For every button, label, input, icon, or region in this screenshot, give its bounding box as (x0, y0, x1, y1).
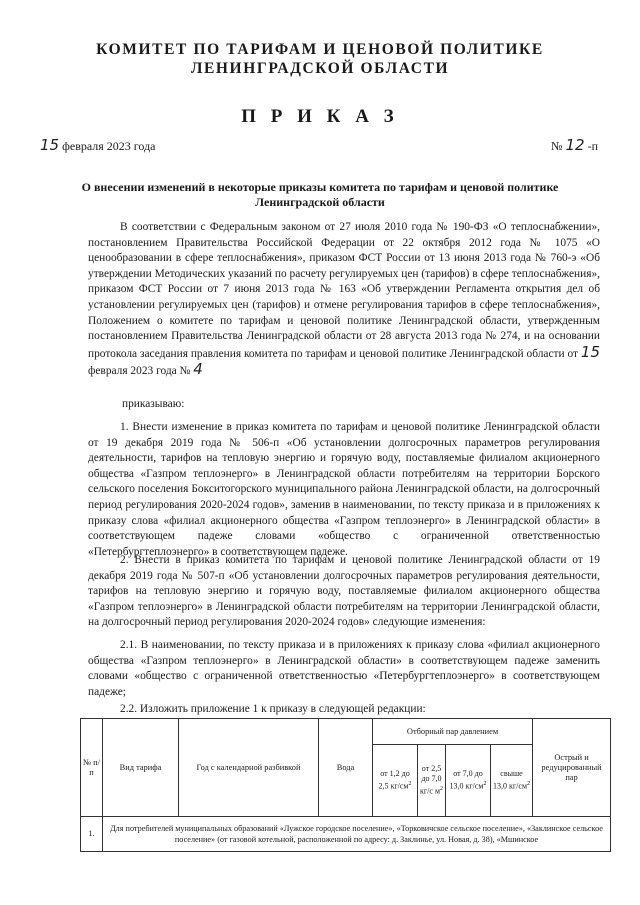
committee-header (0, 40, 640, 78)
number-suffix: -п (587, 139, 598, 153)
header-line-2: ЛЕНИНГРАДСКОЙ ОБЛАСТИ (190, 60, 450, 77)
number-prefix: № (551, 139, 563, 153)
col-steam-3-header: от 7,0 до 13,0 $кг/см^2$ (446, 745, 491, 817)
table-header-row (81, 719, 611, 745)
header-line-1: КОМИТЕТ ПО ТАРИФАМ И ЦЕНОВОЙ ПОЛИТИКЕ (96, 41, 544, 58)
tariff-table (80, 718, 611, 852)
clause-1-text: 1. Внести изменение в приказ комитета по тарифам и ценовой политике Ленинградской области от 19 декабря 2019 года № 506-п «Об установлении долгосрочных параметров регулирования деятельности, тарифов на тепловую энергию и горячую воду, поставляемые филиалом акционерного общества «Газпром теплоэнерго» в Ленинградской области потребителям на территории Борского сельского поселения Бокситогорского муниципального района Ленинградской области, на долгосрочный период регулирования 2020-2024 годов», заменив в наименовании, по тексту приказа и в приложениях к приказу слова «филиал акционерного общества «Газпром теплоэнерго» в Ленинградской области» в соответствующем падеже словами «общество с ограниченной ответственностью «Петербургтеплоэнерго» в соответствующем падеже. (88, 421, 600, 558)
orders-word: приказываю: (122, 398, 185, 410)
handwritten-day: 15 (40, 136, 60, 154)
col-steam-1-header: от 1,2 до 2,5 $кг/см^2$ (373, 745, 418, 817)
col-steam-4-header: свыше 13,0 $кг/см^2$ (491, 745, 533, 817)
order-number (551, 136, 598, 154)
preamble-handwritten-number: 4 (193, 360, 203, 379)
document-title: П Р И К А З (241, 106, 399, 127)
col-steam-2-header: от 2,5 до 7,0 кг/с $м^2$ (418, 745, 446, 817)
preamble-paragraph (88, 220, 600, 380)
handwritten-number: 12 (565, 136, 585, 154)
preamble-text-mid: февраля 2023 года № (88, 365, 191, 378)
clause-2-text: 2. Внести в приказ комитета по тарифам и ценовой политике Ленинградской области от 19 декабря 2019 года № 507-п «Об установлении долгосрочных параметров регулирования деятельности, тарифов на тепловую энергию и горячую воду, поставляемые филиалом акционерного общества «Газпром теплоэнерго» в Ленинградской области потребителям на территории Ленинградской области, на долгосрочный период регулирования 2020-2024 годов» следующие изменения: (88, 554, 600, 629)
clause-2-2-text: 2.2. Изложить приложение 1 к приказу в следующей редакции: (120, 703, 426, 715)
table-row (81, 817, 611, 852)
clause-1 (88, 420, 600, 560)
col-num-header: № п/п (81, 719, 103, 817)
row-1-text: Для потребителей муниципальных образований «Лужское городское поселение», «Торковичское сельское поселение», «Заклинское сельское поселение» (от газовой котельной, расположенной по адресу: д. Заклинье, ул. Новая, д. 38), «Мшинское (103, 817, 611, 852)
col-steam-group-header: Отборный пар давлением (373, 719, 533, 745)
col-water-header: Вода (319, 719, 373, 817)
col-year-header: Год с календарной разбивкой (179, 719, 319, 817)
col-tariff-header: Вид тарифа (103, 719, 179, 817)
clause-2 (88, 553, 600, 631)
order-subject: О внесении изменений в некоторые приказы комитета по тарифам и ценовой политике Ленинградской области (81, 180, 559, 209)
clause-2-2 (88, 702, 600, 718)
col-sharp-header: Острый и редуцированный пар (533, 719, 611, 817)
date-text: февраля 2023 года (62, 139, 156, 153)
row-1-num: 1. (81, 817, 103, 852)
preamble-text: В соответствии с Федеральным законом от 27 июля 2010 года № 190-ФЗ «О теплоснабжении», постановлением Правительства Российской Федерации от 22 октября 2012 года № 1075 «О ценообразовании в сфере теплоснабжения», приказом ФСТ России от 13 июня 2013 года № 760-э «Об утверждении Методических указаний по расчету регулируемых цен (тарифов) в сфере теплоснабжения», приказом ФСТ России от 7 июня 2013 года № 163 «Об утверждении Регламента открытия дел об установлении регулируемых цен (тарифов) и отмене регулирования тарифов в сфере теплоснабжения», Положением о комитете по тарифам и ценовой политике Ленинградской области, утвержденным постановлением Правительства Ленинградской области от 28 августа 2013 года № 274, и на основании протокола заседания правления комитета по тарифам и ценовой политике Ленинградской области от (88, 221, 600, 360)
order-date (40, 136, 156, 154)
clause-2-1-text: 2.1. В наименовании, по тексту приказа и в приложениях к приказу слова «филиал акционерного общества «Газпром теплоэнерго» в Ленинградской области» в соответствующем падеже заменить словами «общество с ограниченной ответственностью «Петербургтеплоэнерго» в соответствующем падеже; (88, 639, 600, 698)
preamble-handwritten-date: 15 (580, 342, 600, 361)
clause-2-1 (88, 638, 600, 700)
